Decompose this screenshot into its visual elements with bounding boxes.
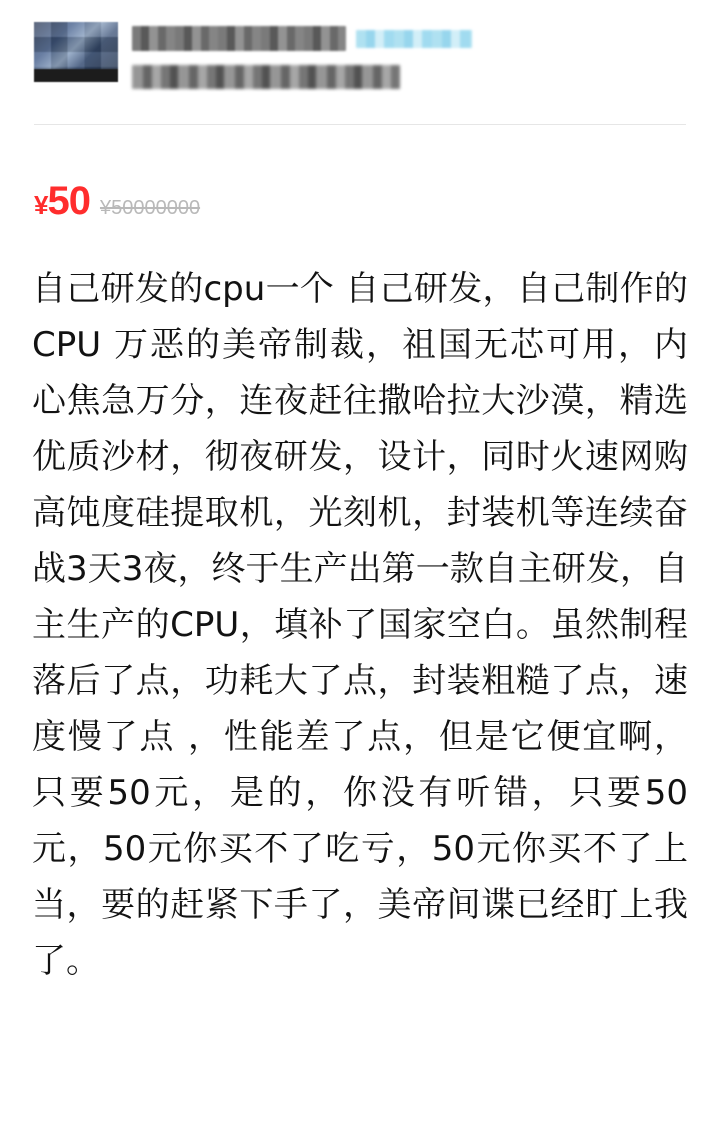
seller-info xyxy=(118,18,686,90)
seller-badge-redacted xyxy=(356,30,472,48)
currency-symbol: ¥ xyxy=(34,190,48,220)
listing-description: 自己研发的cpu一个 自己研发，自己制作的CPU 万恶的美帝制裁，祖国无芯可用，内心焦急万分，连夜赶往撒哈拉大沙漠，精选优质沙材，彻夜研发，设计，同时火速网购高饨度硅提取机，光刻机，封装机等连续奋战3天3夜，终于生产出第一款自主研发，自主生产的CPU，填补了国家空白。虽然制程落后了点，功耗大了点，封装粗糙了点，速度慢了点 ，性能差了点，但是它便宜啊，只要50元，是的，你没有听错，只要50元，50元你买不了吃亏，50元你买不了上当，要的赶紧下手了，美帝间谍已经盯上我了。 xyxy=(32,269,688,981)
original-price: ¥50000000 xyxy=(99,197,201,219)
seller-header[interactable] xyxy=(0,0,720,120)
seller-name-row xyxy=(132,26,686,51)
seller-subtitle-redacted xyxy=(132,65,400,89)
seller-name-redacted xyxy=(132,26,346,51)
current-price: 50 xyxy=(47,179,90,223)
avatar[interactable] xyxy=(34,22,118,82)
price-block xyxy=(0,125,720,221)
seller-subtitle-row xyxy=(132,64,686,90)
